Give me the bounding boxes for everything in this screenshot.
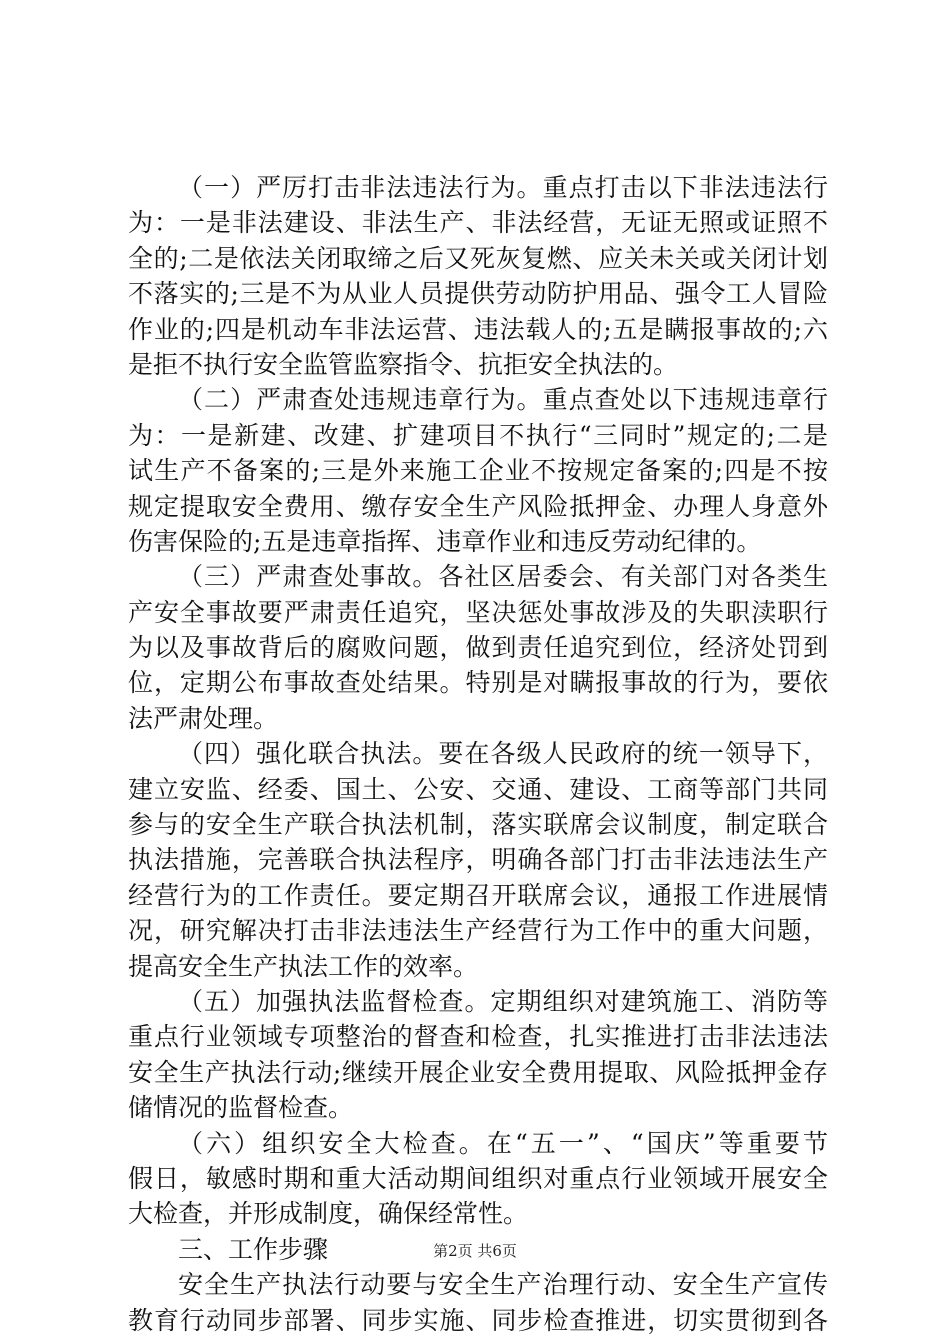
text-line: 为：一是非法建设、非法生产、非法经营，无证无照或证照不: [128, 208, 828, 238]
text-line: 大检查，并形成制度，确保经常性。: [128, 1199, 529, 1229]
text-line: 安全生产执法行动;继续开展企业安全费用提取、风险抵押金存: [128, 1057, 828, 1087]
text-line: 产安全事故要严肃责任追究，坚决惩处事故涉及的失职渎职行: [128, 597, 828, 627]
text-line: 是拒不执行安全监管监察指令、抗拒安全执法的。: [128, 349, 679, 379]
text-line: （三）严肃查处事故。各社区居委会、有关部门对各类生: [178, 562, 828, 592]
text-line: 参与的安全生产联合执法机制，落实联席会议制度，制定联合: [128, 810, 828, 840]
text-line: （一）严厉打击非法违法行为。重点打击以下非法违法行: [178, 173, 828, 202]
text-line: 不落实的;三是不为从业人员提供劳动防护用品、强令工人冒险: [128, 279, 828, 309]
paragraph-p8: [128, 1267, 828, 1338]
paragraph-p5: [128, 984, 828, 1126]
text-line: 安全生产执法行动要与安全生产治理行动、安全生产宣传: [178, 1270, 828, 1300]
text-line: （四）强化联合执法。要在各级人民政府的统一领导下，: [178, 739, 828, 769]
text-line: （五）加强执法监督检查。定期组织对建筑施工、消防等: [178, 986, 828, 1016]
text-line: 提高安全生产执法工作的效率。: [128, 951, 479, 981]
text-line: 作业的;四是机动车非法运营、违法载人的;五是瞒报事故的;六: [128, 314, 828, 344]
text-line: 法严肃处理。: [128, 703, 279, 733]
text-line: 执法措施，完善联合执法程序，明确各部门打击非法违法生产: [128, 845, 828, 875]
text-line: （六）组织安全大检查。在“五一”、“国庆”等重要节: [178, 1128, 828, 1158]
text-line: 建立安监、经委、国土、公安、交通、建设、工商等部门共同: [128, 774, 828, 804]
text-line: （二）严肃查处违规违章行为。重点查处以下违规违章行: [178, 385, 828, 415]
text-line: 为以及事故背后的腐败问题，做到责任追究到位，经济处罚到: [128, 633, 828, 663]
page-footer: 第2页 共6页: [433, 1242, 517, 1260]
text-line: 为：一是新建、改建、扩建项目不执行“三同时”规定的;二是: [128, 420, 828, 450]
text-line: 全的;二是依法关闭取缔之后又死灰复燃、应关未关或关闭计划: [128, 243, 828, 273]
text-line: 教育行动同步部署、同步实施、同步检查推进，切实贯彻到各: [128, 1305, 828, 1335]
text-line: 三、工作步骤: [178, 1234, 329, 1264]
paragraph-p2: [128, 382, 828, 559]
text-line: 试生产不备案的;三是外来施工企业不按规定备案的;四是不按: [128, 456, 828, 486]
paragraph-p1: [128, 170, 828, 382]
paragraph-p4: [128, 736, 828, 984]
document-body: [128, 170, 828, 1338]
text-line: 位，定期公布事故查处结果。特别是对瞒报事故的行为，要依: [128, 668, 828, 698]
paragraph-p3: [128, 559, 828, 736]
text-line: 伤害保险的;五是违章指挥、违章作业和违反劳动纪律的。: [128, 526, 762, 556]
text-line: 况，研究解决打击非法违法生产经营行为工作中的重大问题，: [128, 916, 828, 946]
text-line: 重点行业领域专项整治的督查和检查，扎实推进打击非法违法: [128, 1022, 828, 1052]
text-line: 经营行为的工作责任。要定期召开联席会议，通报工作进展情: [128, 880, 828, 910]
text-line: 假日，敏感时期和重大活动期间组织对重点行业领域开展安全: [128, 1163, 828, 1193]
paragraph-p6: [128, 1126, 828, 1232]
text-line: 储情况的监督检查。: [128, 1093, 354, 1123]
text-line: 规定提取安全费用、缴存安全生产风险抵押金、办理人身意外: [128, 491, 828, 521]
